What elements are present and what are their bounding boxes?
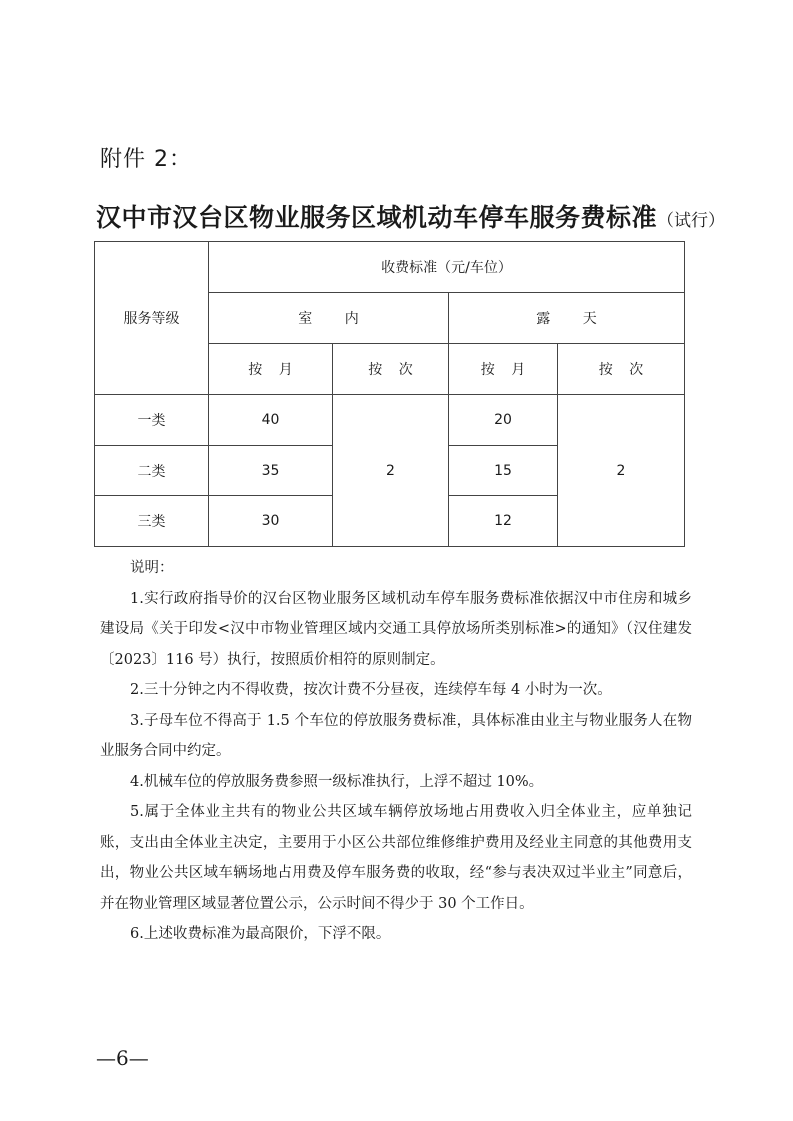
row-level: 三类 [95,496,209,547]
table-row [95,395,685,446]
indoor-monthly-header: 按 月 [209,344,333,395]
row-level: 二类 [95,446,209,496]
note-item: 1.实行政府指导价的汉台区物业服务区域机动车停车服务费标准依据汉中市住房和城乡建设局《关于印发<汉中市物业管理区域内交通工具停放场所类别标准>的通知》（汉住建发〔2023〕116 号）执行，按照质价相符的原则制定。 [100,590,692,668]
outdoor-per-time-value: 2 [558,395,685,547]
title-main: 汉中市汉台区物业服务区域机动车停车服务费标准 [96,203,658,232]
notes-section [100,553,692,950]
note-item: 5.属于全体业主共有的物业公共区域车辆停放场地占用费收入归全体业主，应单独记账，支出由全体业主决定，主要用于小区公共部位维修维护费用及经业主同意的其他费用支出，物业公共区域车辆场地占用费及停车服务费的收取，经“参与表决双过半业主”同意后，并在物业管理区域显著位置公示，公示时间不得少于 30 个工作日。 [100,804,692,912]
title-sub: （试行） [657,211,726,231]
indoor-monthly-value: 35 [209,446,333,496]
indoor-per-time-header: 按 次 [333,344,449,395]
outdoor-monthly-header: 按 月 [449,344,558,395]
note-item: 4.机械车位的停放服务费参照一级标准执行，上浮不超过 10%。 [130,773,544,790]
note-item: 6.上述收费标准为最高限价，下浮不限。 [130,926,391,942]
outdoor-monthly-value: 20 [449,395,558,446]
outdoor-monthly-value: 12 [449,496,558,547]
outdoor-per-time-header: 按 次 [558,344,685,395]
fee-standard-table [94,241,685,547]
row-level: 一类 [95,395,209,446]
note-item: 3.子母车位不得高于 1.5 个车位的停放服务费标准，具体标准由业主与物业服务人在物业服务合同中约定。 [100,712,692,759]
outdoor-monthly-value: 15 [449,446,558,496]
table-header-row [95,242,685,293]
page-number: —6— [96,1046,149,1070]
notes-heading: 说明： [130,560,174,576]
indoor-monthly-value: 40 [209,395,333,446]
attachment-label: 附件 2： [100,147,192,172]
service-level-header: 服务等级 [95,242,209,395]
fee-header: 收费标准（元/车位） [209,242,685,293]
indoor-header: 室 内 [209,293,449,344]
document-title [96,198,726,234]
note-item: 2.三十分钟之内不得收费，按次计费不分昼夜，连续停车每 4 小时为一次。 [130,682,612,698]
indoor-monthly-value: 30 [209,496,333,547]
indoor-per-time-value: 2 [333,395,449,547]
outdoor-header: 露 天 [449,293,685,344]
